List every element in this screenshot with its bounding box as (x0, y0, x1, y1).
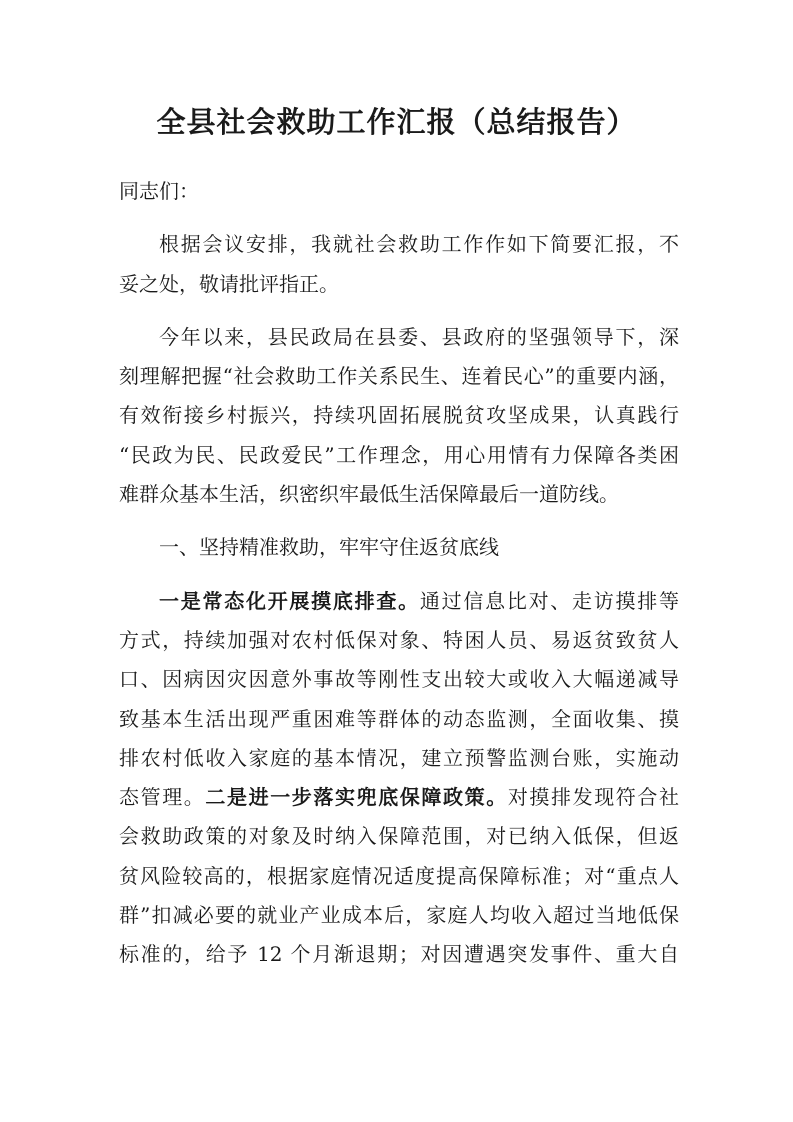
line-text: 通过信息比对、走访摸排等 (419, 588, 679, 613)
paragraph-line: 群”扣减必要的就业产业成本后，家庭人均收入超过当地低保 (119, 903, 679, 928)
paragraph-line: 刻理解把握“社会救助工作关系民生、连着民心”的重要内涵， (119, 364, 679, 389)
paragraph-line: 根据会议安排，我就社会救助工作作如下简要汇报，不 (159, 232, 679, 257)
paragraph-overview (119, 318, 679, 514)
salutation: 同志们： (119, 179, 199, 203)
paragraph-line: 有效衔接乡村振兴，持续巩固拓展脱贫攻坚成果，认真践行 (119, 403, 679, 428)
paragraph-line: 口、因病因灾因意外事故等刚性支出较大或收入大幅递减导 (119, 667, 679, 692)
paragraph-line: 排农村低收入家庭的基本情况，建立预警监测台账，实施动 (119, 745, 679, 770)
document-body (119, 172, 679, 975)
section-heading: 一、坚持精准救助，牢牢守住返贫底线 (159, 535, 499, 560)
paragraph-line: 难群众基本生活，织密织牢最低生活保障最后一道防线。 (119, 482, 619, 507)
line-text: 对摸排发现符合社 (507, 785, 679, 810)
paragraph-section1 (119, 582, 679, 975)
paragraph-line: 标准的，给予 12 个月渐退期；对因遭遇突发事件、重大自 (119, 942, 679, 967)
paragraph-line (119, 778, 679, 817)
paragraph-line: 致基本生活出现严重困难等群体的动态监测，全面收集、摸 (119, 706, 679, 731)
bold-lead-1: 一是常态化开展摸底排查。 (159, 588, 420, 613)
paragraph-line (119, 582, 679, 621)
paragraph-line: 今年以来，县民政局在县委、县政府的坚强领导下，深 (159, 324, 679, 349)
paragraph-line: 方式，持续加强对农村低保对象、特困人员、易返贫致贫人 (119, 627, 679, 652)
paragraph-line: 会救助政策的对象及时纳入保障范围，对已纳入低保，但返 (119, 824, 679, 849)
paragraph-line: 妥之处，敬请批评指正。 (119, 271, 339, 296)
bold-lead-2: 二是进一步落实兜底保障政策。 (205, 785, 508, 810)
paragraph-intro (119, 225, 679, 304)
paragraph-line: 贫风险较高的，根据家庭情况适度提高保障标准；对“重点人 (119, 863, 679, 888)
paragraph-line: “民政为民、民政爱民”工作理念，用心用情有力保障各类困 (119, 442, 679, 467)
line-text: 态管理。 (119, 785, 206, 810)
document-title: 全县社会救助工作汇报（总结报告） (156, 105, 637, 139)
